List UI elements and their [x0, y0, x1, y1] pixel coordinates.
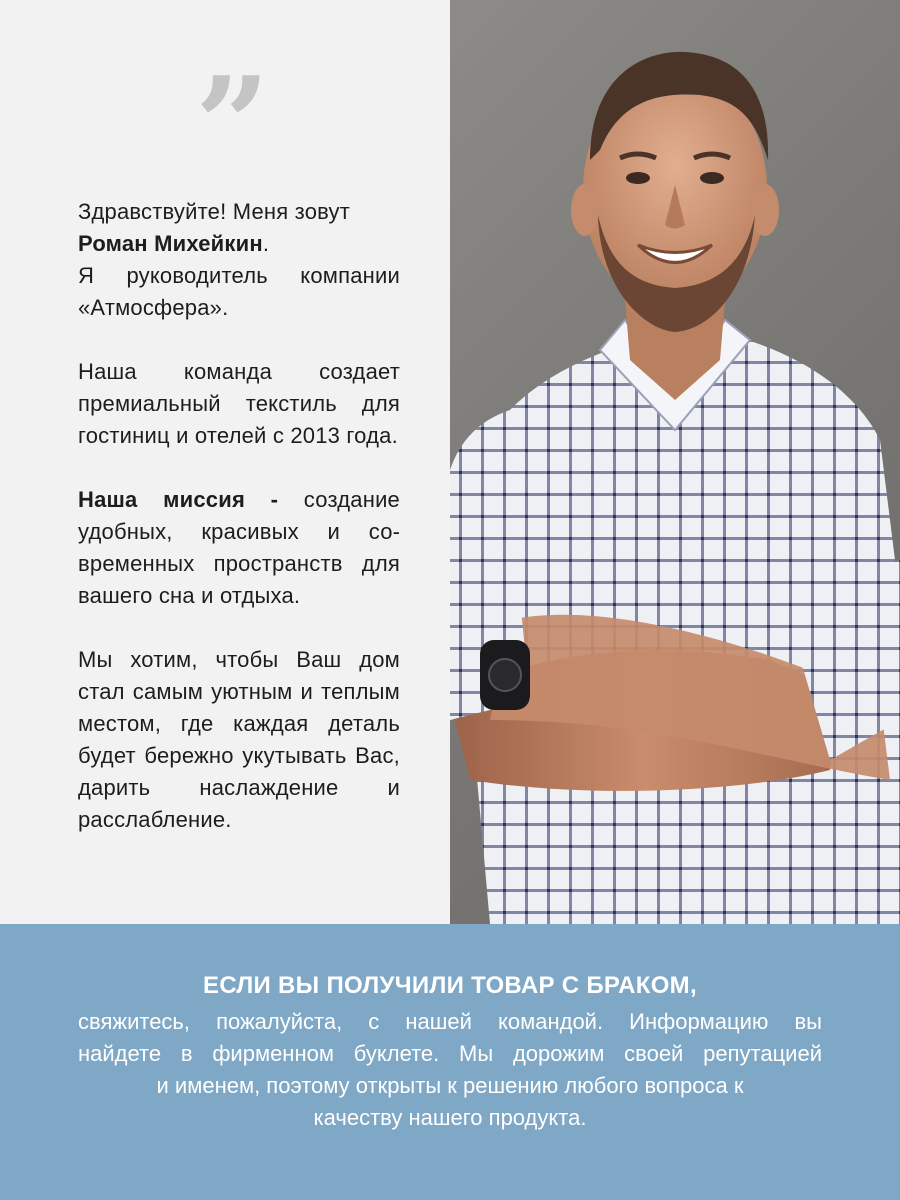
- mission-text: создание удобных, красивых и современных пространств для вашего сна и отдыха.: [78, 487, 400, 608]
- defect-text-line: найдете в фирменном буклете. Мы дорожим своей репутацией: [78, 1041, 822, 1066]
- intro-paragraph-goal: Мы хотим, чтобы Ваш дом стал самым уютным и теплым местом, где каждая деталь будет бережно укутывать Вас, дарить наслаждение и расслабление.: [78, 647, 400, 832]
- defect-text: [78, 1006, 822, 1134]
- intro-paragraph-greeting: [78, 196, 400, 324]
- intro-text: [78, 196, 400, 868]
- defect-info-banner: [0, 924, 900, 1200]
- defect-heading: ЕСЛИ ВЫ ПОЛУЧИЛИ ТОВАР С БРАКОМ,: [203, 972, 697, 999]
- founder-name: Роман Михейкин: [78, 231, 263, 256]
- defect-text-line: и именем, поэтому открыты к решению любого вопроса к: [156, 1073, 744, 1098]
- defect-text-line: свяжитесь, пожалуйста, с нашей командой. Информацию вы: [78, 1009, 822, 1034]
- intro-panel: [0, 0, 450, 924]
- mission-label: Наша миссия -: [78, 487, 279, 512]
- portrait-photo-icon: [450, 0, 900, 924]
- defect-text-line: качеству нашего продукта.: [313, 1105, 587, 1130]
- greeting-text: Здравствуйте! Меня зовут: [78, 199, 351, 224]
- role-text: Я руководитель компании «Атмосфера».: [78, 263, 400, 320]
- intro-paragraph-mission: [78, 484, 400, 612]
- intro-paragraph-company: Наша команда создает премиальный текстиль для гостиниц и отелей с 2013 года.: [78, 359, 400, 448]
- founder-photo: [450, 0, 900, 924]
- quote-mark-icon: ”: [195, 48, 270, 201]
- founder-name-punct: .: [262, 231, 270, 256]
